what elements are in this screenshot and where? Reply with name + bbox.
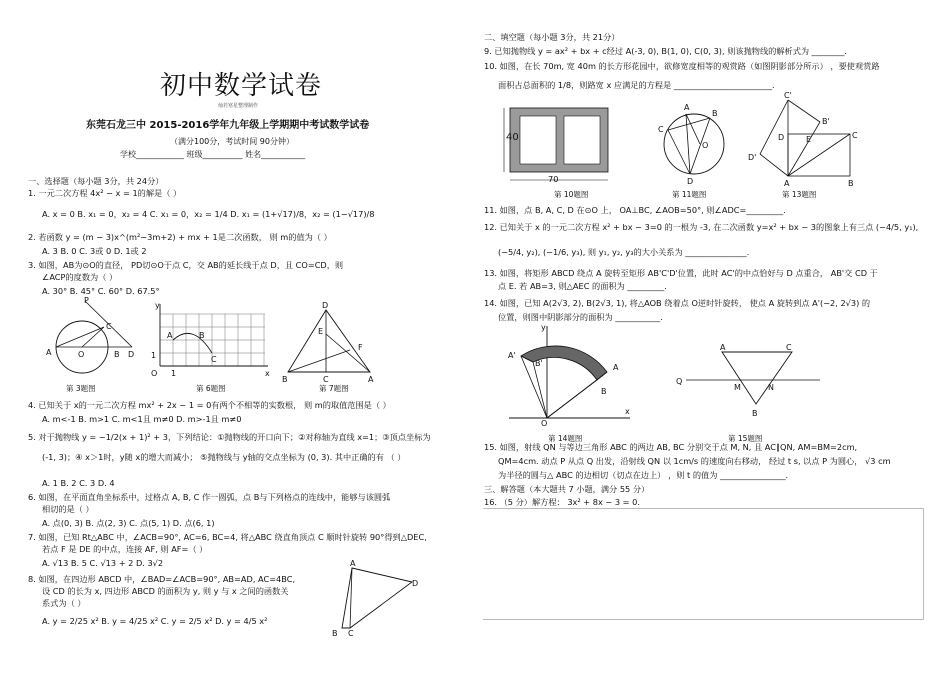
svg-text:B': B' — [822, 117, 830, 126]
svg-text:D': D' — [748, 153, 757, 162]
section2-heading: 二、填空题（每小题 3分，共 21分） — [484, 32, 620, 42]
figure-14-caption: 第 14题图 — [548, 434, 583, 443]
svg-text:D: D — [412, 579, 419, 588]
svg-text:M: M — [734, 383, 741, 392]
school-heading: 东莞石龙三中 2015-2016学年九年级上学期期中考试数学试卷 — [86, 120, 370, 131]
svg-text:C: C — [852, 131, 858, 140]
svg-text:y: y — [155, 301, 160, 310]
question-8: 8. 如图，在四边形 ABCD 中，∠BAD=∠ACB=90°, AB=AD, AC=4BC, — [28, 574, 296, 584]
svg-text:E: E — [318, 327, 324, 336]
svg-text:1: 1 — [171, 369, 177, 378]
figure-15-caption: 第 15题图 — [728, 434, 763, 443]
question-3: 3. 如图，AB为⊙O的直径， PD切⊙O于点 C，交 AB的延长线于点 D，且 CO=CD，则 — [28, 260, 344, 270]
svg-text:N: N — [768, 383, 774, 392]
question-16: 16. （5 分）解方程： 3x² + 8x − 3 = 0. — [484, 497, 640, 507]
svg-text:C: C — [211, 355, 217, 364]
figure-7-caption: 第 7题图 — [319, 384, 349, 393]
question-2: 2. 若函数 y = (m − 3)x^(m²−3m+2) + mx + 1是二次函数， 则 m的值为（ ） — [28, 232, 332, 242]
question-10: 10. 如图，在长 70m, 宽 40m 的长方形花园中，欲修宽度相等的观赏路（如图阴影部分所示） ，要使观赏路 — [484, 61, 880, 71]
svg-text:C: C — [658, 125, 664, 134]
svg-text:A: A — [720, 343, 726, 352]
question-8-options: A. y = 2/25 x² B. y = 4/25 x² C. y = 2/5 x² D. y = 4/5 x² — [42, 616, 268, 626]
svg-text:E: E — [806, 135, 812, 144]
question-2-options: A. 3 B. 0 C. 3或 0 D. 1或 2 — [42, 246, 147, 256]
svg-text:P: P — [84, 296, 89, 305]
question-6-cont: 相切的是（ ） — [42, 504, 94, 514]
figure-7-triangle — [280, 300, 380, 385]
svg-text:A: A — [46, 348, 52, 357]
svg-text:B: B — [712, 109, 718, 118]
svg-text:D: D — [322, 301, 329, 310]
svg-text:B: B — [752, 409, 758, 418]
question-10-cont: 面积占总面积的 1/8，则路宽 x 应满足的方程是 ________________________. — [498, 80, 775, 90]
svg-text:A: A — [167, 331, 173, 340]
svg-text:O: O — [78, 350, 85, 359]
question-3-options: A. 30° B. 45° C. 60° D. 67.5° — [42, 286, 160, 296]
question-13: 13. 如图，将矩形 ABCD 绕点 A 旋转至矩形 AB'C'D'位置，此时 AC'的中点恰好与 D 点重合， AB'交 CD 于 — [484, 268, 878, 278]
figure-14-rotation — [505, 322, 635, 427]
svg-text:B: B — [114, 350, 120, 359]
svg-text:D: D — [128, 350, 135, 359]
question-3-cont: ∠ACP的度数为（ ） — [42, 272, 118, 282]
figure-6-grid — [145, 300, 270, 385]
question-5: 5. 对于抛物线 y = −1/2(x + 1)² + 3，下列结论：①抛物线的开口向下；②对称轴为直线 x=1；③顶点坐标为 — [28, 432, 431, 442]
svg-text:A: A — [684, 103, 690, 112]
figure-8-quadrilateral — [326, 560, 426, 640]
answer-box — [483, 508, 924, 620]
question-5-options: A. 1 B. 2 C. 3 D. 4 — [42, 478, 115, 488]
exam-subtitle: 灿若寒星整理制作 — [218, 103, 259, 109]
figure-3-circle — [40, 295, 140, 375]
svg-text:B: B — [282, 375, 288, 384]
figure-3-caption: 第 3题图 — [66, 384, 96, 393]
score-info: （满分100分，考试时间 90分钟） — [170, 137, 294, 146]
question-5-cont: (-1, 3)；④ x＞1时，y随 x的增大而减小； ⑤抛物线与 y轴的交点坐标为 (0, 3). 其中正确的有 （ ） — [42, 452, 406, 462]
svg-text:y: y — [541, 323, 546, 332]
figure-15-triangle — [672, 342, 822, 422]
question-7-options: A. √13 B. 5 C. √13 + 2 D. 3√2 — [42, 558, 164, 568]
figure-11-circle — [650, 98, 740, 188]
svg-text:D: D — [687, 177, 694, 186]
svg-text:A: A — [784, 179, 790, 188]
svg-text:A': A' — [508, 351, 516, 360]
question-4-options: A. m<-1 B. m>1 C. m<1且 m≠0 D. m>-1且 m≠0 — [42, 414, 242, 424]
figure-13-rectangle — [740, 92, 860, 192]
question-7-cont: 若点 F 是 DE 的中点，连接 AF, 则 AF=（ ） — [42, 544, 208, 554]
svg-text:D: D — [778, 133, 785, 142]
svg-text:C: C — [323, 375, 329, 384]
svg-text:B': B' — [535, 359, 543, 368]
figure-11-caption: 第 11题图 — [672, 190, 707, 199]
svg-text:B: B — [332, 629, 338, 638]
student-fields: 学校____________ 班级__________ 姓名___________ — [120, 150, 306, 159]
question-1: 1. 一元二次方程 4x² − x = 1的解是（ ） — [28, 188, 182, 198]
section3-heading: 三、解答题（本大题共 7 小题，满分 55 分） — [484, 484, 650, 494]
question-14-cont: 位置，则图中阴影部分的面积为 ___________. — [498, 312, 663, 322]
question-8-cont2: 系式为（ ） — [42, 598, 86, 608]
svg-text:C': C' — [784, 92, 792, 100]
svg-text:C: C — [348, 629, 354, 638]
svg-text:A: A — [613, 363, 619, 372]
svg-text:C: C — [106, 322, 112, 331]
section1-heading: 一、选择题（每小题 3分，共 24分） — [28, 176, 164, 186]
svg-text:B: B — [848, 179, 854, 188]
question-9: 9. 已知抛物线 y = ax² + bx + c经过 A(-3, 0), B(1, 0), C(0, 3), 则该抛物线的解析式为 ________. — [484, 46, 848, 56]
svg-text:B: B — [199, 331, 205, 340]
svg-text:A: A — [368, 375, 374, 384]
svg-text:x: x — [625, 407, 630, 416]
figure-10-caption: 第 10题图 — [554, 190, 589, 199]
question-15: 15. 如图，射线 QN 与等边三角形 ABC 的两边 AB, BC 分别交于点 M, N, 且 AC∥QN, AM=BM=2cm, — [484, 442, 858, 452]
question-6: 6. 如图，在平面直角坐标系中，过格点 A, B, C 作一圆弧，点 B与下列格点的连线中，能够与该圆弧 — [28, 492, 391, 502]
figure-13-caption: 第 13题图 — [782, 190, 817, 199]
svg-text:A: A — [350, 560, 356, 568]
svg-text:B: B — [601, 387, 607, 396]
svg-text:F: F — [358, 343, 363, 352]
svg-text:O: O — [151, 369, 158, 378]
question-12: 12. 已知关于 x 的一元二次方程 x² + bx − 3=0 的一根为 -3, 在二次函数 y=x² + bx − 3的图象上有三点 (−4/5, y₁), — [484, 222, 919, 232]
question-12-cont: (−5/4, y₂), (−1/6, y₃), 则 y₁, y₂, y₃的大小关系为 _______________. — [498, 247, 750, 257]
svg-text:C: C — [786, 343, 792, 352]
svg-text:Q: Q — [676, 377, 683, 386]
svg-text:O: O — [541, 419, 548, 427]
svg-text:x: x — [265, 369, 270, 378]
question-15-cont: QM=4cm. 动点 P 从点 Q 出发，沿射线 QN 以 1cm/s 的速度向右移动， 经过 t s, 以点 P 为圆心， √3 cm — [498, 456, 891, 466]
question-15-cont2: 为半径的圆与△ ABC 的边相切（切点在边上） ，则 t 的值为 ________________. — [498, 470, 789, 480]
figure-10-width: 70 — [548, 174, 559, 184]
question-6-options: A. 点(0, 3) B. 点(2, 3) C. 点(5, 1) D. 点(6, 1) — [42, 518, 215, 528]
question-7: 7. 如图，已知 Rt△ABC 中，∠ACB=90°, AC=6, BC=4, 将△ABC 绕直角顶点 C 顺时针旋转 90°得到△DEC, — [28, 532, 427, 542]
exam-title: 初中数学试卷 — [160, 71, 323, 101]
question-11: 11. 如图，点 B, A, C, D 在⊙O 上， OA⊥BC, ∠AOB=50°, 则∠ADC=_________. — [484, 205, 786, 215]
svg-text:1: 1 — [151, 351, 157, 360]
figure-10-height: 40 — [506, 132, 519, 143]
question-13-cont: 点 E. 若 AB=3, 则△AEC 的面积为 _________. — [498, 281, 667, 291]
question-14: 14. 如图，已知 A(2√3, 2), B(2√3, 1), 将△AOB 绕着点 O逆时针旋转， 使点 A 旋转到点 A'(−2, 2√3) 的 — [484, 298, 871, 308]
svg-text:O: O — [702, 141, 709, 150]
question-4: 4. 已知关于 x的一元二次方程 mx² + 2x − 1 = 0有两个不相等的实数根， 则 m的取值范围是（ ） — [28, 400, 391, 410]
question-8-cont: 设 CD 的长为 x, 四边形 ABCD 的面积为 y, 则 y 与 x 之间的函数关 — [42, 586, 289, 596]
figure-6-caption: 第 6题图 — [196, 384, 226, 393]
question-1-options: A. x = 0 B. x₁ = 0，x₂ = 4 C. x₁ = 0，x₂ = 1/4 D. x₁ = (1+√17)/8，x₂ = (1−√17)/8 — [42, 209, 375, 219]
